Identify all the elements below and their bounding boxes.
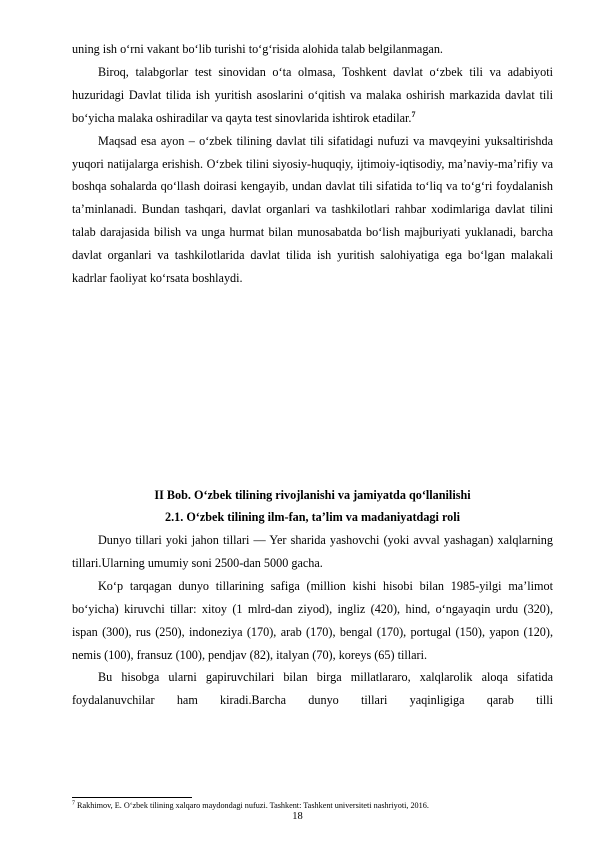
section-title: 2.1. O‘zbek tilining ilm-fan, ta’lim va madaniyatdagi roli: [165, 510, 460, 524]
paragraph-kop: Ko‘p tarqagan dunyo tillarining safiga (million kishi hisobi bilan 1985-yilgi ma’limot bo‘yicha) kiruvchi tillar: xitoy (1 mlrd-dan ziyod), ingliz (420), hind, o‘ngayaqin urdu (320), ispan (300), rus (250), indoneziya (170), arab (170), bengal (170), portugal (150), yapon (120), nemis (100), fransuz (100), pendjav (82), italyan (70), koreys (65) tillari.: [72, 578, 553, 662]
footnote: [72, 800, 553, 811]
body-text-lower: [72, 529, 553, 712]
paragraph-bu: Bu hisobga ularni gapiruvchilari bilan birga millatlararo, xalqlarolik aloqa sifatida foydalanuvchilar ham kiradi.Barcha dunyo tillari yaqinligiga qarab tilli: [72, 670, 553, 708]
paragraph-maqsad: Maqsad esa ayon – o‘zbek tilining davlat tili sifatidagi nufuzi va mavqeyini yuksaltirishda yuqori natijalarga erishish. O‘zbek tilini siyosiy-huquqiy, ijtimoiy-iqtisodiy, ma’naviy-ma’rifiy va boshqa sohalarda qo‘llash doirasi kengayib, undan davlat tili sifatida to‘liq va to‘g‘ri foydalanish ta’minlanadi. Bundan tashqari, davlat organlari va tashkilotlari rahbar xodimlariga davlat tilini talab darajasida bilish va unga hurmat bilan munosabatda bo‘lish majburiyati yuklanadi, barcha davlat organlari va tashkilotlarida davlat tilida ish yuritish salohiyatiga ega bo‘lgan malakali kadrlar faoliyat ko‘rsata boshlaydi.: [72, 133, 553, 286]
paragraph-continuation: uning ish o‘rni vakant bo‘lib turishi to‘g‘risida alohida talab belgilanmagan.: [72, 42, 443, 56]
footnote-text: Rakhimov, E. O‘zbek tilining xalqaro maydondagi nufuzi. Tashkent: Tashkent universiteti nashriyoti, 2016.: [77, 801, 429, 810]
footnote-number: 7: [72, 800, 75, 807]
chapter-title: II Bob. O‘zbek tilining rivojlanishi va jamiyatda qo‘llanilishi: [154, 488, 471, 502]
paragraph-biroq-text: Biroq, talabgorlar test sinovidan o‘ta olmasa, Toshkent davlat o‘zbek tili va adabiyoti huzuridagi Davlat tilida ish yuritish asoslarini o‘qitish va malaka oshirish markazida davlat tili bo‘yicha malaka oshiradilar va qayta test sinovlarida ishtirok etadilar.: [72, 64, 553, 125]
footnote-divider: [72, 797, 192, 798]
paragraph-dunyo: Dunyo tillari yoki jahon tillari — Yer sharida yashovchi (yoki avval yashagan) xalqlarning tillari.Ularning umumiy soni 2500-dan 5000 gacha.: [72, 533, 553, 570]
paragraph-biroq: [72, 61, 553, 130]
page-number: 18: [292, 811, 303, 822]
body-text-upper: [72, 38, 553, 290]
footnote-reference: 7: [411, 109, 416, 119]
